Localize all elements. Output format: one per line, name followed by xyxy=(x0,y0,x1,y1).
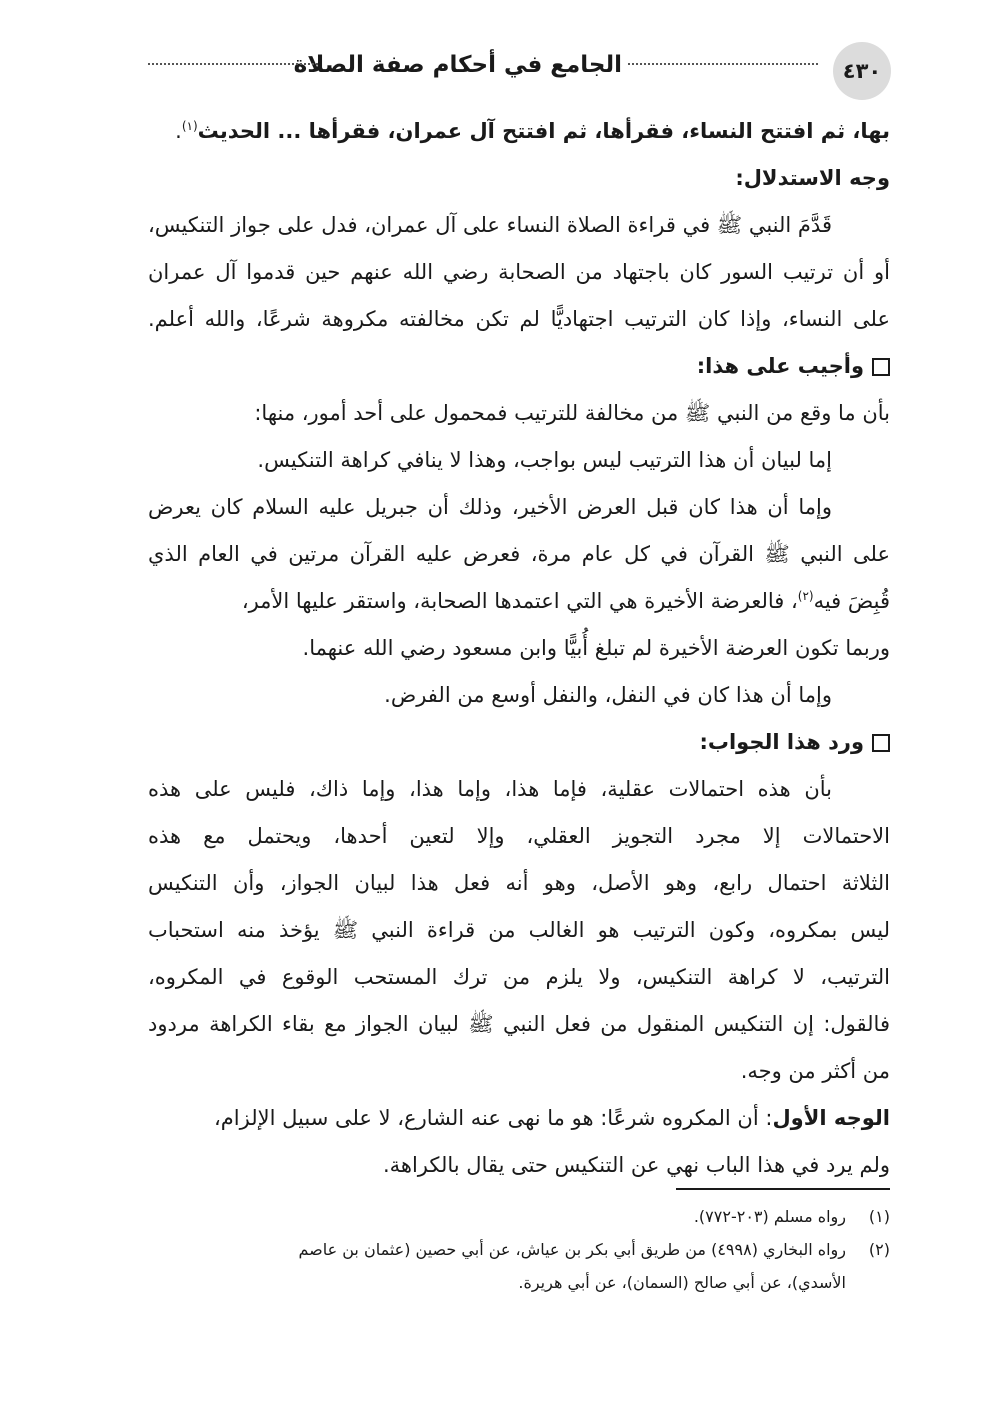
text-line: وربما تكون العرضة الأخيرة لم تبلغ أُبيًّا وابن مسعود رضي الله عنهما. xyxy=(302,636,890,660)
text-line: إما لبيان أن هذا الترتيب ليس بواجب، وهذا لا ينافي كراهة التنكيس. xyxy=(257,448,832,472)
footnotes xyxy=(148,1200,890,1299)
header-dotted-rule-right xyxy=(628,63,818,65)
checkbox-square-icon xyxy=(872,734,890,752)
footnote-separator xyxy=(676,1188,890,1190)
text-line: بها، ثم افتتح النساء، فقرأها، ثم افتتح آل عمران، فقرأها ... الحديث$^{(١)}$. xyxy=(175,119,890,143)
text-line: على النبي ﷺ القرآن في كل عام مرة، فعرض عليه القرآن مرتين في العام الذي xyxy=(148,542,890,566)
page-number-badge xyxy=(833,42,891,100)
footnote-ref: (٢) xyxy=(797,589,814,603)
footnote: (٢)رواه البخاري (٤٩٩٨) من طريق أبي بكر بن عياش، عن أبي حصين (عثمان بن عاصم xyxy=(298,1240,890,1259)
checkbox-square-icon xyxy=(872,358,890,376)
subsection-heading: ورد هذا الجواب: xyxy=(148,719,890,766)
footnote-continuation: الأسدي)، عن أبي صالح (السمان)، عن أبي هريرة. xyxy=(518,1273,846,1292)
header-dotted-rule-left xyxy=(148,63,318,65)
text-line: على النساء، وإذا كان الترتيب اجتهاديًّا لم تكن مخالفته مكروهة شرعًا، والله أعلم. xyxy=(148,307,890,331)
text-line: وإما أن هذا كان قبل العرض الأخير، وذلك أن جبريل عليه السلام كان يعرض xyxy=(148,495,832,519)
text-line: بأن ما وقع من النبي ﷺ من مخالفة للترتيب فمحمول على أحد أمور، منها: xyxy=(254,401,890,425)
text-line: الثلاثة احتمال رابع، وهو الأصل، وهو أنه فعل هذا لبيان الجواز، وأن التنكيس xyxy=(148,871,890,895)
text-line: ليس بمكروه، وكون الترتيب هو الغالب من قراءة النبي ﷺ يؤخذ منه استحباب xyxy=(148,918,890,942)
section-heading: وجه الاستدلال: xyxy=(735,166,890,190)
running-head-title: الجامع في أحكام صفة الصلاة xyxy=(293,52,622,78)
text-line: أو أن ترتيب السور كان باجتهاد من الصحابة رضي الله عنهم حين قدموا آل عمران xyxy=(148,260,890,284)
text-line: الترتيب، لا كراهة التنكيس، ولا يلزم من ترك المستحب الوقوع في المكروه، xyxy=(148,965,890,989)
text-line: بأن هذه احتمالات عقلية، فإما هذا، وإما هذا، وإما ذاك، فليس على هذه xyxy=(148,777,832,801)
subsection-heading: وأجيب على هذا: xyxy=(148,343,890,390)
text-line: قُبِضَ فيه$^{(٢)}$، فالعرضة الأخيرة هي التي اعتمدها الصحابة، واستقر عليها الأمر، xyxy=(241,589,890,613)
text-line: قَدَّمَ النبي ﷺ في قراءة الصلاة النساء على آل عمران، فدل على جواز التنكيس، xyxy=(148,213,832,237)
text-line: من أكثر من وجه. xyxy=(740,1059,890,1083)
footnote-ref: (١) xyxy=(181,119,198,133)
page-number: ٤٣٠ xyxy=(842,59,882,83)
text-line: وإما أن هذا كان في النفل، والنفل أوسع من الفرض. xyxy=(384,683,832,707)
text-line: الاحتمالات إلا مجرد التجويز العقلي، وإلا لتعين أحدها، ويحتمل مع هذه xyxy=(148,824,890,848)
text-line: فالقول: إن التنكيس المنقول من فعل النبي ﷺ لبيان الجواز مع بقاء الكراهة مردود xyxy=(148,1012,890,1036)
footnote: (١)رواه مسلم (٢٠٣-٧٧٢). xyxy=(693,1207,890,1226)
text-line: ولم يرد في هذا الباب نهي عن التنكيس حتى يقال بالكراهة. xyxy=(382,1153,890,1177)
text-line: الوجه الأول: أن المكروه شرعًا: هو ما نهى عنه الشارع، لا على سبيل الإلزام، xyxy=(214,1106,890,1130)
main-text xyxy=(148,108,890,1189)
